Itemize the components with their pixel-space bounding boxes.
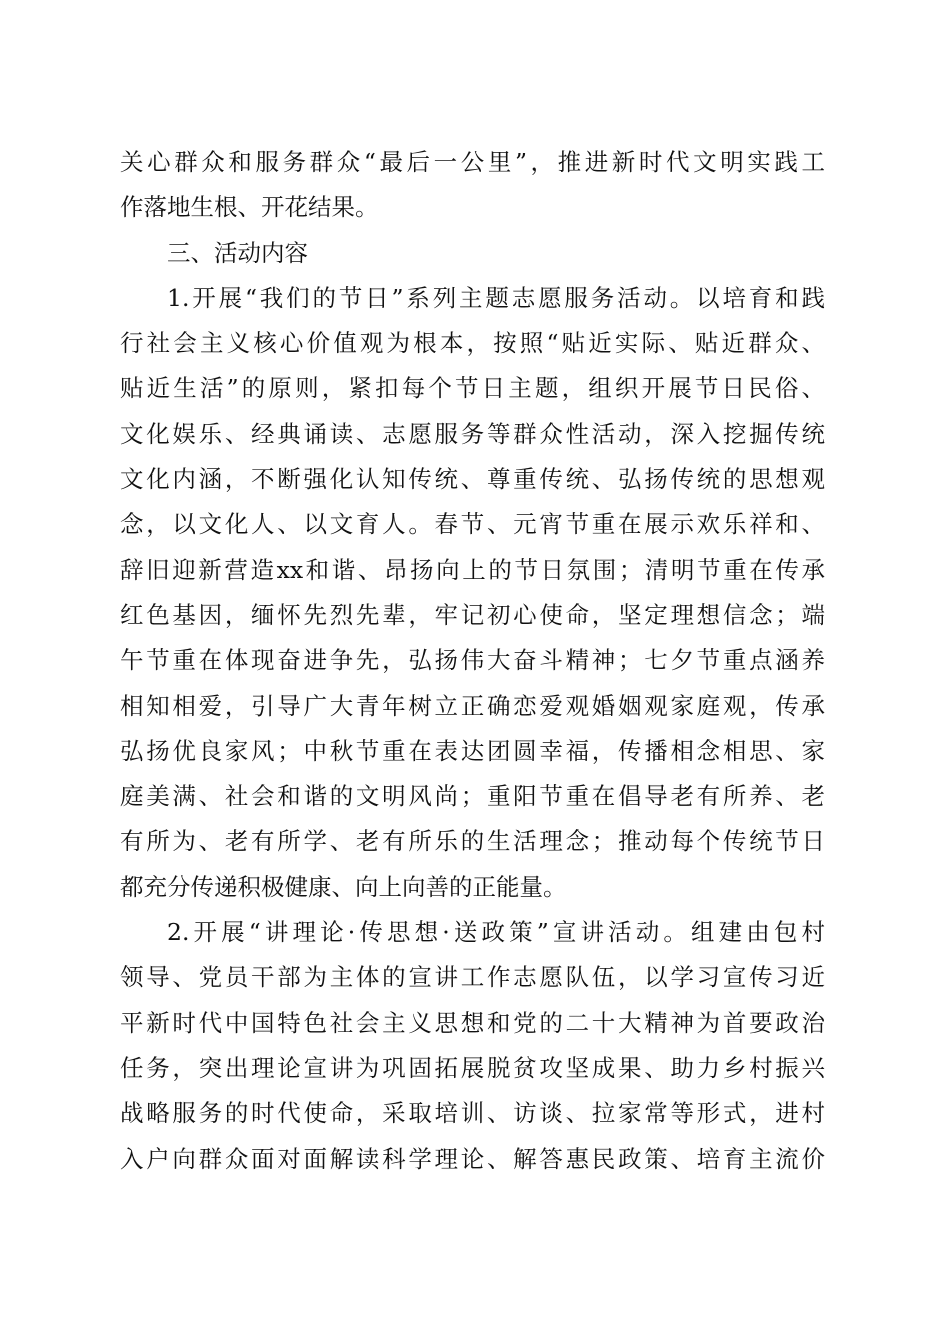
paragraph-line: 战略服务的时代使命，采取培训、访谈、拉家常等形式，进村 [120,1099,825,1128]
paragraph-line: 相知相爱，引导广大青年树立正确恋爱观婚姻观家庭观，传承 [120,691,825,720]
paragraph-line: 红色基因，缅怀先烈先辈，牢记初心使命，坚定理想信念；端 [120,600,825,629]
paragraph-line: 文化内涵，不断强化认知传统、尊重传统、弘扬传统的思想观 [120,465,825,494]
paragraph-line: 都充分传递积极健康、向上向善的正能量。 [120,872,567,901]
paragraph-line: 午节重在体现奋进争先，弘扬伟大奋斗精神；七夕节重点涵养 [120,646,825,675]
paragraph-line: 行社会主义核心价值观为根本，按照“贴近实际、贴近群众、 [120,329,825,358]
paragraph-line: 领导、党员干部为主体的宣讲工作志愿队伍，以学习宣传习近 [120,963,825,992]
paragraph-line: 关心群众和服务群众“最后一公里”，推进新时代文明实践工 [120,148,825,176]
paragraph-line: 作落地生根、开花结果。 [120,193,379,222]
section-heading: 三、活动内容 [167,238,308,267]
paragraph-line: 1.开展“我们的节日”系列主题志愿服务活动。以培育和践 [167,283,825,312]
paragraph-line: 平新时代中国特色社会主义思想和党的二十大精神为首要政治 [120,1008,825,1037]
paragraph-line: 有所为、老有所学、老有所乐的生活理念；推动每个传统节日 [120,827,825,856]
document-body [120,140,825,1182]
paragraph-line: 庭美满、社会和谐的文明风尚；重阳节重在倡导老有所养、老 [120,782,825,811]
paragraph-line: 文化娱乐、经典诵读、志愿服务等群众性活动，深入挖掘传统 [120,419,825,448]
paragraph-line: 弘扬优良家风；中秋节重在表达团圆幸福，传播相念相思、家 [120,736,825,765]
paragraph-line: 2.开展“讲理论·传思想·送政策”宣讲活动。组建由包村 [167,918,825,947]
paragraph-line: 入户向群众面对面解读科学理论、解答惠民政策、培育主流价 [120,1144,825,1173]
paragraph-line: 念，以文化人、以文育人。春节、元宵节重在展示欢乐祥和、 [120,510,825,539]
paragraph-line: 任务，突出理论宣讲为巩固拓展脱贫攻坚成果、助力乡村振兴 [120,1053,825,1082]
paragraph-line: 贴近生活”的原则，紧扣每个节日主题，组织开展节日民俗、 [120,374,825,403]
paragraph-line: 辞旧迎新营造xx和谐、昂扬向上的节日氛围；清明节重在传承 [120,555,825,584]
